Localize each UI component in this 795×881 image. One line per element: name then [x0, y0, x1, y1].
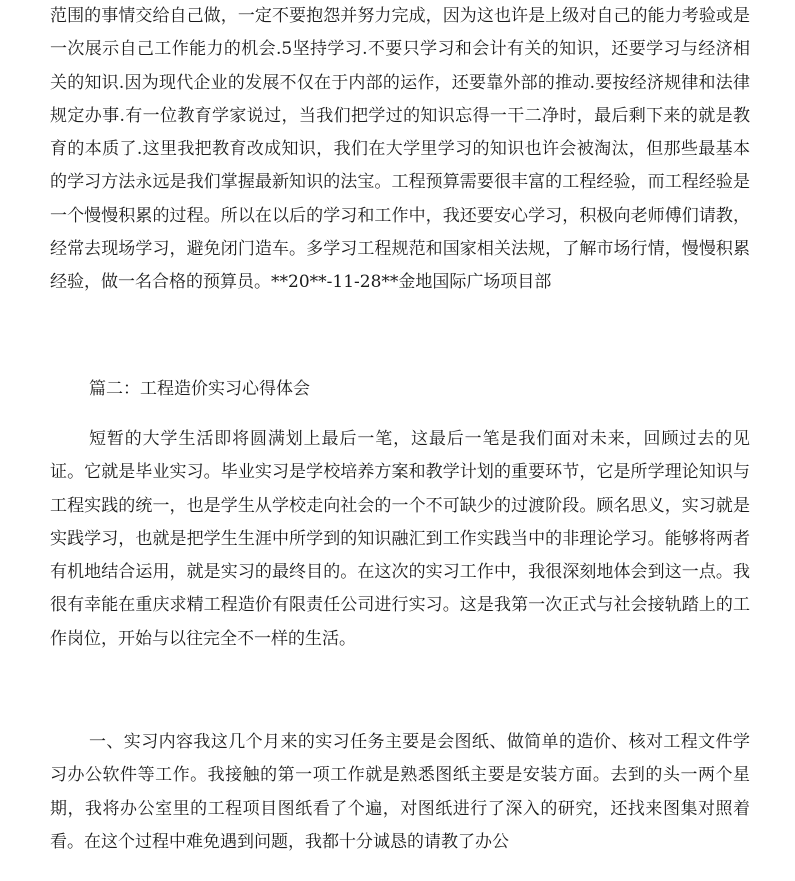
- section-heading: 篇二：工程造价实习心得体会: [89, 379, 310, 399]
- paragraph-intro: 短暂的大学生活即将圆满划上最后一笔，这最后一笔是我们面对未来，回顾过去的见证。它就是毕业实习。毕业实习是学校培养方案和教学计划的重要环节，它是所学理论知识与工程实践的统一，也是学生从学校走向社会的一个不可缺少的过渡阶段。顾名思义，实习就是实践学习，也就是把学生生涯中所学到的知识融汇到工作实践当中的非理论学习。能够将两者有机地结合运用，就是实习的最终目的。在这次的实习工作中，我很深刻地体会到这一点。我很有幸能在重庆求精工程造价有限责任公司进行实习。这是我第一次正式与社会接轨踏上的工作岗位，开始与以往完全不一样的生活。: [50, 429, 750, 649]
- paragraph-continuation: 范围的事情交给自己做，一定不要抱怨并努力完成，因为这也许是上级对自己的能力考验或是一次展示自己工作能力的机会.5坚持学习.不要只学习和会计有关的知识，还要学习与经济相关的知识.因为现代企业的发展不仅在于内部的运作，还要靠外部的推动.要按经济规律和法律规定办事.有一位教育学家说过，当我们把学过的知识忘得一干二净时，最后剩下来的就是教育的本质了.这里我把教育改成知识，我们在大学里学习的知识也许会被淘汰，但那些最基本的学习方法永远是我们掌握最新知识的法宝。工程预算需要很丰富的工程经验，而工程经验是一个慢慢积累的过程。所以在以后的学习和工作中，我还要安心学习，积极向老师傅们请教，经常去现场学习，避免闭门造车。多学习工程规范和国家相关法规，了解市场行情，慢慢积累经验，做一名合格的预算员。**20**-11-28**金地国际广场项目部: [50, 6, 750, 293]
- paragraph-internship-content: 一、实习内容我这几个月来的实习任务主要是会图纸、做简单的造价、核对工程文件学习办公软件等工作。我接触的第一项工作就是熟悉图纸主要是安装方面。去到的头一两个星期，我将办公室里的工程项目图纸看了个遍，对图纸进行了深入的研究，还找来图集对照着看。在这个过程中难免遇到问题，我都十分诚恳的请教了办公: [50, 732, 750, 852]
